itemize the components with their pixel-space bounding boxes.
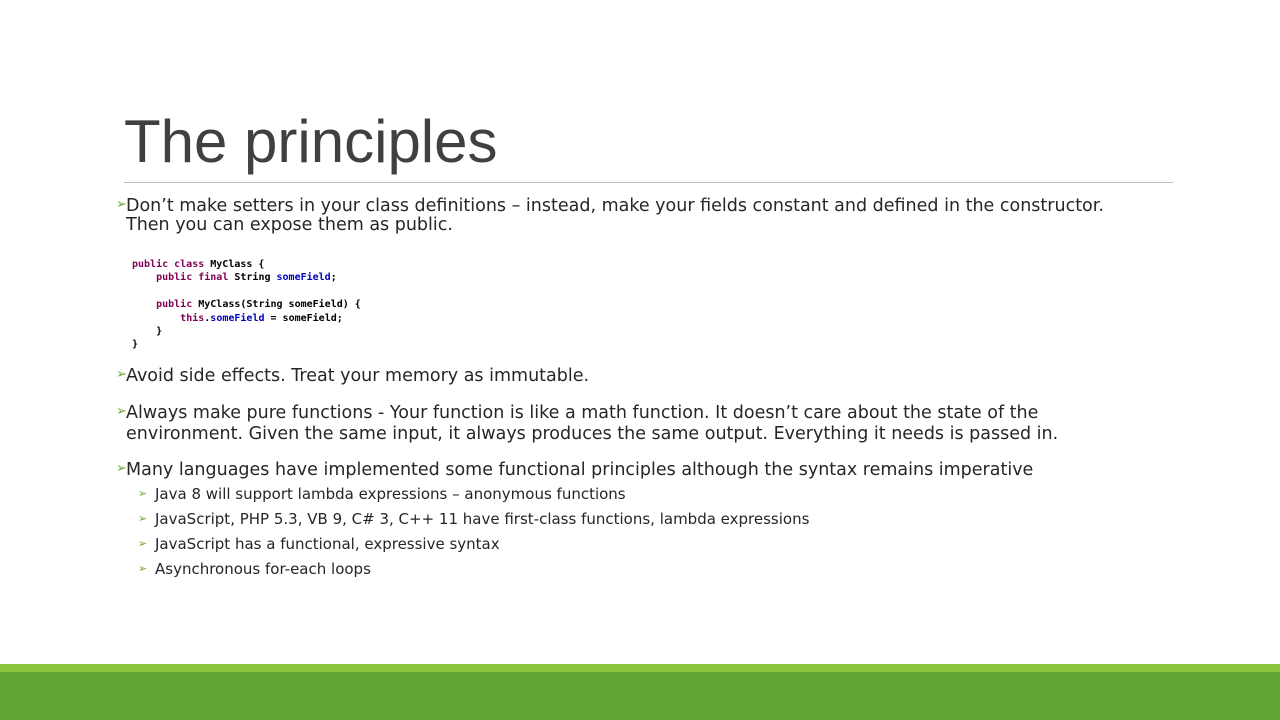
arrow-bullet-icon: ➢ bbox=[138, 487, 148, 500]
bullet-1-line-2: Then you can expose them as public. bbox=[126, 215, 453, 235]
code-snippet: public class MyClass { public final String someField; public MyClass(String someField) { this.someField = someField; } } bbox=[132, 259, 361, 351]
sub-bullet-3: JavaScript has a functional, expressive syntax bbox=[155, 535, 500, 553]
arrow-bullet-icon: ➢ bbox=[138, 537, 148, 550]
bullet-1-line-1: Don’t make setters in your class definitions – instead, make your fields constant and defined in the constructor. bbox=[126, 196, 1104, 216]
bullet-3-line-2: environment. Given the same input, it always produces the same output. Everything it needs is passed in. bbox=[126, 424, 1059, 444]
sub-bullet-4: Asynchronous for-each loops bbox=[155, 560, 371, 578]
sub-bullet-1: Java 8 will support lambda expressions – anonymous functions bbox=[155, 485, 626, 503]
title-divider bbox=[124, 182, 1173, 183]
footer-band bbox=[0, 672, 1280, 720]
bullet-4-line-1: Many languages have implemented some functional principles although the syntax remains imperative bbox=[126, 460, 1034, 480]
bullet-2-line-1: Avoid side effects. Treat your memory as immutable. bbox=[126, 366, 590, 386]
arrow-bullet-icon: ➢ bbox=[138, 562, 148, 575]
bullet-3-line-1: Always make pure functions - Your function is like a math function. It doesn’t care about the state of the bbox=[126, 403, 1039, 423]
arrow-bullet-icon: ➢ bbox=[116, 367, 127, 382]
arrow-bullet-icon: ➢ bbox=[116, 461, 127, 476]
arrow-bullet-icon: ➢ bbox=[138, 512, 148, 525]
arrow-bullet-icon: ➢ bbox=[116, 404, 127, 419]
footer-accent-stripe bbox=[0, 664, 1280, 672]
sub-bullet-2: JavaScript, PHP 5.3, VB 9, C# 3, C++ 11 have first-class functions, lambda expressions bbox=[155, 510, 810, 528]
slide-title: The principles bbox=[124, 108, 498, 175]
arrow-bullet-icon: ➢ bbox=[116, 197, 127, 212]
